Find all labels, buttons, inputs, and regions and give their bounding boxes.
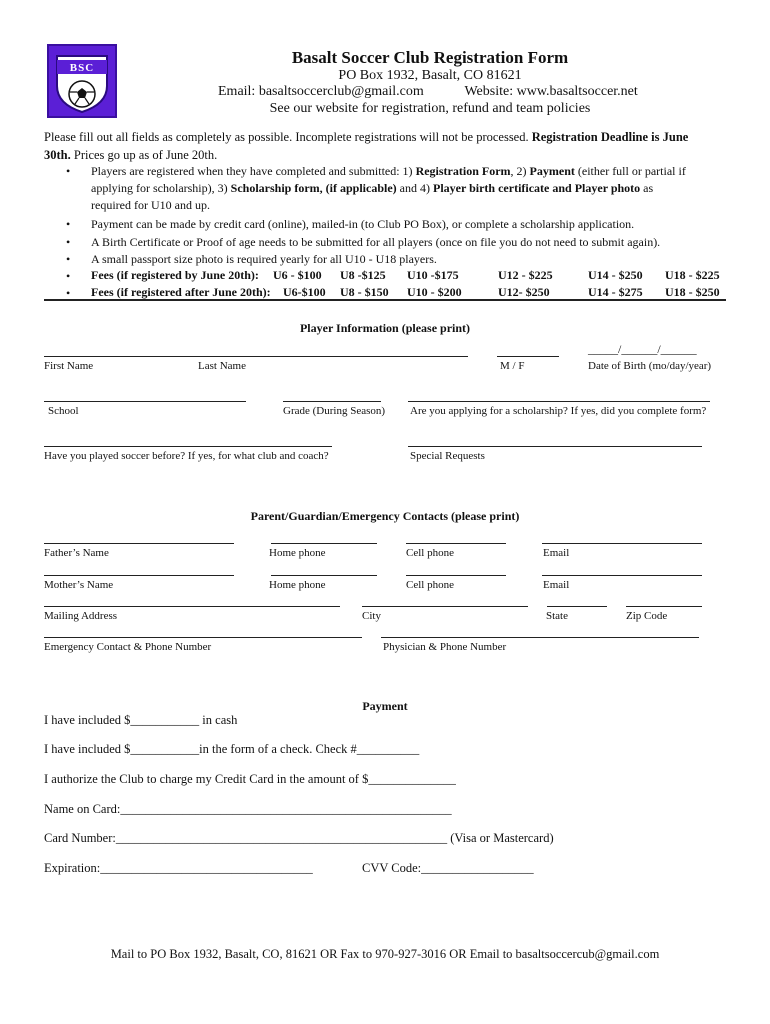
- website-label: Website:: [464, 84, 514, 99]
- state-field[interactable]: [547, 606, 607, 607]
- city-label: City: [362, 610, 381, 622]
- bullet-payment: Payment can be made by credit card (online), mailed-in (to Club PO Box), or complete a scholarship application.: [91, 217, 635, 231]
- mailing-address-field[interactable]: [44, 606, 340, 607]
- school-label: School: [48, 405, 79, 417]
- father-home-phone-label: Home phone: [269, 547, 326, 559]
- grade-label: Grade (During Season): [283, 405, 386, 417]
- bullet-icon: •: [66, 286, 71, 300]
- mother-home-phone-label: Home phone: [269, 579, 326, 591]
- zip-field[interactable]: [626, 606, 702, 607]
- policies-note: See our website for registration, refund and team policies: [269, 101, 591, 116]
- fee-late-u10: U10 - $200: [407, 285, 462, 299]
- bullet-registration: Players are registered when they have completed and submitted: 1) Registration Form, 2) Payment (either full or partial if applying for scholarship), 3) Scholarship form, (if applicable) and 4) Player birth certificate and Player photo as required for U10 and up.: [91, 164, 686, 212]
- section-divider: [44, 299, 726, 301]
- grade-field[interactable]: [283, 401, 381, 402]
- club-address: PO Box 1932, Basalt, CO 81621: [338, 68, 522, 83]
- emergency-contact-label: Emergency Contact & Phone Number: [44, 641, 212, 653]
- dob-label: Date of Birth (mo/day/year): [588, 360, 712, 372]
- mother-home-phone-field[interactable]: [271, 575, 377, 576]
- school-field[interactable]: [44, 401, 246, 402]
- deadline-text: Registration Deadline is June: [531, 130, 689, 144]
- emergency-contact-field[interactable]: [44, 637, 362, 638]
- father-email-field[interactable]: [542, 543, 702, 544]
- bullet-icon: •: [66, 164, 71, 178]
- intro-text: [44, 128, 734, 164]
- contacts-section-title: Parent/Guardian/Emergency Contacts (please print): [250, 509, 520, 523]
- scholarship-field[interactable]: [408, 401, 710, 402]
- contact-line: [218, 84, 638, 100]
- fee-early-u12: U12 - $225: [498, 268, 553, 282]
- logo-text: BSC: [69, 62, 95, 74]
- mother-email-field[interactable]: [542, 575, 702, 576]
- mother-email-label: Email: [543, 579, 570, 591]
- father-name-label: Father’s Name: [44, 547, 109, 559]
- cash-payment-line[interactable]: I have included $___________ in cash: [44, 713, 238, 727]
- club-website[interactable]: www.basaltsoccer.net: [516, 84, 638, 99]
- credit-card-authorization[interactable]: I authorize the Club to charge my Credit Card in the amount of $______________: [44, 772, 456, 786]
- page-title: Basalt Soccer Club Registration Form: [291, 48, 569, 67]
- played-before-label: Have you played soccer before? If yes, for what club and coach?: [44, 450, 329, 462]
- card-number-field[interactable]: Card Number:_____________________________________________________ (Visa or Mastercard): [44, 831, 554, 845]
- expiration-field[interactable]: Expiration:__________________________________: [44, 861, 313, 875]
- fee-late-u14: U14 - $275: [588, 285, 643, 299]
- gender-label: M / F: [500, 360, 525, 372]
- dob-field[interactable]: _____/______/______: [588, 342, 697, 356]
- name-field[interactable]: [44, 356, 468, 357]
- price-note: Prices go up as of June 20th.: [73, 148, 218, 162]
- mailing-address-label: Mailing Address: [44, 610, 118, 622]
- fee-early-u8: U8 -$125: [340, 268, 386, 282]
- scholarship-label: Are you applying for a scholarship? If yes, did you complete form?: [410, 405, 707, 417]
- fee-late-u12: U12- $250: [498, 285, 550, 299]
- bullet-photo: A small passport size photo is required yearly for all U10 - U18 players.: [91, 252, 437, 266]
- mother-cell-phone-field[interactable]: [406, 575, 506, 576]
- special-requests-field[interactable]: [408, 446, 702, 447]
- father-cell-phone-label: Cell phone: [406, 547, 454, 559]
- physician-label: Physician & Phone Number: [383, 641, 507, 653]
- fee-late-u8: U8 - $150: [340, 285, 389, 299]
- gender-field[interactable]: [497, 356, 559, 357]
- fee-early-u18: U18 - $225: [665, 268, 720, 282]
- deadline-date: 30th.: [44, 148, 71, 162]
- fees-late-label: Fees (if registered after June 20th):: [91, 285, 271, 299]
- club-logo: [47, 44, 117, 118]
- intro-instructions: Please fill out all fields as completely as possible. Incomplete registrations will not be processed.: [44, 130, 529, 144]
- footer-mailing-instructions: Mail to PO Box 1932, Basalt, CO, 81621 OR Fax to 970-927-3016 OR Email to basaltsoccercub@gmail.com: [110, 947, 660, 961]
- soccer-ball-icon: [49, 46, 115, 116]
- father-home-phone-field[interactable]: [271, 543, 377, 544]
- mother-name-field[interactable]: [44, 575, 234, 576]
- fee-early-u14: U14 - $250: [588, 268, 643, 282]
- fee-early-u10: U10 -$175: [407, 268, 459, 282]
- first-name-label: First Name: [44, 360, 94, 372]
- fee-early-u6: U6 - $100: [273, 268, 322, 282]
- bullet-birth-certificate: A Birth Certificate or Proof of age needs to be submitted for all players (once on file you do not need to submit again).: [91, 235, 661, 249]
- club-email: basaltsoccerclub@gmail.com: [258, 84, 424, 99]
- bullet-icon: •: [66, 252, 71, 266]
- name-on-card-field[interactable]: Name on Card:_____________________________________________________: [44, 802, 452, 816]
- state-label: State: [546, 610, 568, 622]
- payment-section-title: Payment: [362, 699, 408, 713]
- father-name-field[interactable]: [44, 543, 234, 544]
- fees-early-label: Fees (if registered by June 20th):: [91, 268, 259, 282]
- cvv-field[interactable]: CVV Code:__________________: [362, 861, 534, 875]
- fee-late-u18: U18 - $250: [665, 285, 720, 299]
- played-before-field[interactable]: [44, 446, 332, 447]
- city-field[interactable]: [362, 606, 528, 607]
- zip-label: Zip Code: [626, 610, 668, 622]
- special-requests-label: Special Requests: [410, 450, 485, 462]
- mother-cell-phone-label: Cell phone: [406, 579, 454, 591]
- email-label: Email:: [218, 84, 256, 99]
- physician-field[interactable]: [381, 637, 699, 638]
- mother-name-label: Mother’s Name: [44, 579, 114, 591]
- father-cell-phone-field[interactable]: [406, 543, 506, 544]
- bullet-icon: •: [66, 217, 71, 231]
- father-email-label: Email: [543, 547, 570, 559]
- bullet-icon: •: [66, 269, 71, 283]
- bullet-icon: •: [66, 235, 71, 249]
- last-name-label: Last Name: [198, 360, 246, 372]
- player-section-title: Player Information (please print): [299, 321, 471, 335]
- fee-late-u6: U6-$100: [283, 285, 326, 299]
- check-payment-line[interactable]: I have included $___________in the form of a check. Check #__________: [44, 742, 420, 756]
